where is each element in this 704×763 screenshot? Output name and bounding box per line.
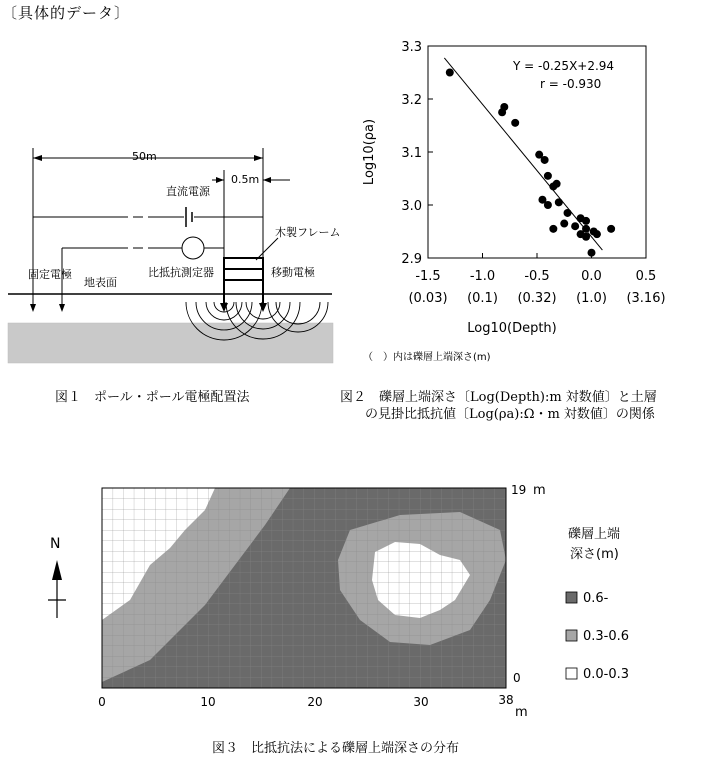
fig2-caption-line2: の見掛比抵抗値〔Log(ρa):Ω・m 対数値〕の関係 [365,407,655,422]
legend-item-deep [566,591,609,606]
electrode-arrows [30,280,267,312]
data-point [544,201,552,209]
y-tick-label: 3.3 [401,40,422,55]
x-tick-label: 0.5 [635,269,657,284]
data-point [544,172,552,180]
data-point [500,103,508,111]
legend-swatch-shallow [566,668,577,679]
data-point [582,217,590,225]
fixed-electrode-label: 固定電極 [28,268,72,281]
ground-surface-label: 地表面 [84,276,117,289]
legend-label-deep: 0.6- [583,591,609,606]
x-tick-20: 20 [307,695,323,709]
dc-source-label: 直流電源 [166,185,210,198]
legend-item-medium [566,629,629,644]
data-point [593,230,601,238]
x-unit: m [515,705,528,720]
depth-note: （ ）内は礫層上端深さ(m) [363,352,491,363]
dimension-gap-label: 0.5m [231,173,260,186]
electrode-diagram [0,140,345,370]
x-tick-10: 10 [200,695,216,709]
data-point [560,220,568,228]
meter-label: 比抵抗測定器 [148,266,214,279]
section-header: 〔具体的データ〕 [2,4,131,22]
x-tick-label: 0.0 [581,269,602,284]
legend-title-1: 礫層上端 [568,527,621,542]
y-tick-label: 2.9 [401,252,422,267]
y-tick-label: 3.2 [401,93,422,108]
x-tick-0: 0 [98,695,106,709]
data-point [582,233,590,241]
y-tick-19: 19 [511,483,527,497]
north-label: N [50,536,61,552]
x-axis [408,253,665,306]
legend-swatch-medium [566,630,577,641]
x-tick-label: -1.0 [469,269,496,284]
x-tick-sublabel: (0.03) [408,291,448,306]
correlation-value: r = -0.930 [540,77,602,91]
y-tick-0: 0 [513,671,521,685]
legend-title-2: 深さ(m) [570,547,619,562]
data-point [511,119,519,127]
x-tick-sublabel: (0.32) [517,291,557,306]
data-point [549,225,557,233]
data-point [555,198,563,206]
data-point [564,209,572,217]
dimension-total-label: 50m [132,150,157,163]
x-tick-sublabel: (1.0) [576,291,607,306]
y-tick-label: 3.1 [401,146,422,161]
data-point [553,180,561,188]
x-tick-38: 38 [498,693,514,707]
fig2-caption-line1: 図２ 礫層上端深さ〔Log(Depth):m 対数値〕と土層 [340,390,657,405]
north-arrow-icon [48,560,66,618]
x-tick-30: 30 [413,695,429,709]
regression-equation: Y = -0.25X+2.94 [513,59,615,73]
moving-electrode-label: 移動電極 [271,266,315,279]
y-tick-label: 3.0 [401,199,422,214]
legend-item-shallow [566,667,629,682]
y-axis-label: Log10(ρa) [362,118,377,186]
data-point [588,249,596,257]
x-tick-label: -1.5 [415,269,441,284]
frame-label: 木製フレーム [275,226,341,239]
data-point [571,222,579,230]
meter-icon [182,237,204,259]
map-grid [102,488,506,688]
legend-label-medium: 0.3-0.6 [583,629,630,644]
x-tick-label: -0.5 [524,269,550,284]
x-tick-sublabel: (0.1) [467,291,498,306]
fig1-caption: 図１ ポール・ポール電極配置法 [55,390,250,405]
data-point [541,156,549,164]
x-axis-label: Log10(Depth) [467,321,557,336]
data-point [446,69,454,77]
fig3-caption: 図３ 比抵抗法による礫層上端深さの分布 [212,741,460,756]
legend-label-shallow: 0.0-0.3 [583,667,630,682]
x-tick-sublabel: (3.16) [626,291,666,306]
depth-resistivity-scatter [355,30,690,370]
data-point [607,225,615,233]
y-unit: m [533,483,546,498]
legend-swatch-deep [566,592,577,603]
gravel-depth-map [0,470,704,730]
